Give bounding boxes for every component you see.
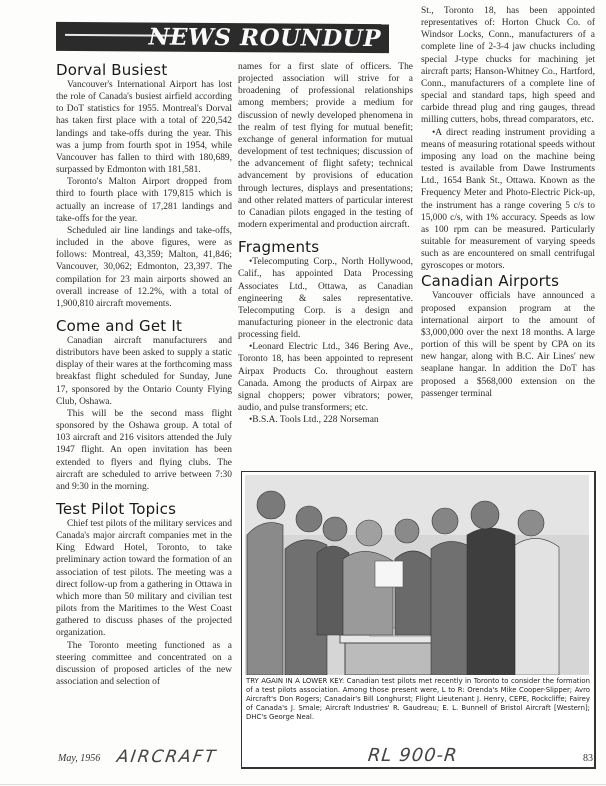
column-2 (238, 61, 413, 426)
page-number: 83 (583, 753, 593, 764)
article-paragraph: St., Toronto 18, has been appointed representatives of: Horton Chuck Co. of Windsor Locks, Conn., manufacturers of a complete line of 2-3-4 jaw chucks including special J-type chucks for machining jet aircraft parts; Hanson-Whitney Co., Hartford, Conn., manufacturers of a complete line of special and standard taps, high speed and carbide thread plug and ring gauges, thread milling cutters, hobs, thread comparators, etc. (421, 6, 595, 126)
article-heading-dorval: Dorval Busiest (56, 61, 168, 79)
photo-caption: TRY AGAIN IN A LOWER KEY: Canadian test pilots met recently in Toronto to consider the formation of a test pilots association. Among those present were, L to R: Orenda's Mike Cooper-Slipper; Avro Aircraft's Don Rogers; Canadair's Bill Longhurst; Flight Lieutenant J. Henry, CEPE, Rockcliffe; Fairey of Canada's J. Smale; Aircraft Industries' R. Gaudreau; E. L. Bunnell of Bristol Aircraft [Western]; DHC's George Neal. (246, 677, 590, 722)
page-edge (0, 784, 606, 785)
group-photo (245, 475, 589, 675)
group-photo-illustration (245, 475, 589, 675)
handwritten-magazine-name: AIRCRAFT (115, 747, 219, 767)
article-heading-canadian-airports: Canadian Airports (421, 272, 560, 291)
article-paragraph: •Telecomputing Corp., North Hollywood, Calif., has appointed Data Processing Associates Ltd., Ottawa, as Canadian engineering & sales representative. Telecomputing Corp. is a design and manufacturing pioneer in the electronic data processing field. (238, 257, 413, 341)
article-heading-test-pilot-topics: Test Pilot Topics (56, 500, 177, 518)
article-paragraph: Toronto's Malton Airport dropped from third to fourth place with 179,815 which is actually an increase of 17,281 landings and take-offs for the year. (56, 177, 232, 224)
article-paragraph: Vancouver officials have announced a proposed expansion program at the international airport to the amount of $3,000,000 over the next 18 months. A large portion of this will be spent by CPA on its new hangar, along with B.C. Air Lines' new seaplane hangar. In addition the DoT has proposed a $568,000 extension on the passenger terminal (421, 291, 595, 399)
article-paragraph: This will be the second mass flight sponsored by the Oshawa group. A total of 103 aircraft and 216 visitors attended the July 1947 flight. An open invitation has been extended to flyers and flying clubs. The aircraft are scheduled to arrive between 7:30 and 9:30 in the morning. (56, 408, 232, 492)
photo-box (241, 471, 596, 769)
article-paragraph: names for a first slate of officers. The projected association will strive for a broadening of professional relationships among members; provide a medium for discussion of newly developed phenomena in the realm of test flying for mutual benefit; exchange of general information for mutual development of test techniques; discussion of the advancement of flight safety; technical advancement by provisions of education through lectures, displays and presentations; and other related matters of particular interest to Canadian pilots engaged in the testing of modern experimental and production aircraft. (238, 62, 413, 231)
article-heading-fragments: Fragments (238, 238, 320, 257)
article-paragraph: Chief test pilots of the military services and Canada's major aircraft companies met in the King Edward Hotel, Toronto, to take preliminary action toward the formation of an association of test pilots. The meeting was a direct follow-up from a gathering in Ottawa in which more than 50 military and civilian test pilots from the Maritimes to the West Coast gathered to discuss phases of the projected organization. (56, 519, 232, 639)
article-paragraph: •B.S.A. Tools Ltd., 228 Norseman (249, 415, 379, 426)
article-paragraph: •A direct reading instrument providing a means of measuring rotational speeds without imposing any load on the machine being tested is available from Dawe Instruments Ltd., 1654 Bank St., Ottawa. Known as the Frequency Meter and Photo-Electric Pick-up, the instrument has a range covering 5 c/s to 15,000 c/s, with 1% accuracy. Speeds as low as 100 rpm can be measured. Particularly suitable for measurement of varying speeds such as are encountered on small centrifugal gyroscopes or motors. (421, 127, 595, 272)
article-paragraph: The Toronto meeting functioned as a steering committee and concentrated on a discussion of proposed articles of the new association and selection of (56, 640, 232, 688)
column-3 (421, 5, 595, 400)
article-paragraph: Canadian aircraft manufacturers and distributors have been asked to supply a static display of their wares at the forthcoming mass breakfast flight scheduled for Sunday, June 17, sponsored by the Ontario County Flying Club, Oshawa. (56, 335, 232, 407)
article-heading-come-and-get-it: Come and Get It (56, 316, 183, 335)
news-roundup-banner (56, 22, 389, 53)
page-title: NEWS ROUNDUP (148, 23, 381, 53)
handwritten-catalog-code: RL 900-R (366, 745, 459, 766)
column-1 (56, 61, 232, 688)
article-paragraph: Scheduled air line landings and take-offs, included in the above figures, were as follows: Montreal, 43,359; Malton, 41,846; Vancouver, 30,062; Edmonton, 23,397. The compilation for 23 main airports showed an overall increase of 12.2%, with a total of 1,900,810 aircraft movements. (56, 225, 232, 309)
article-paragraph: Vancouver's International Airport has lost the role of Canada's busiest airfield according to DoT statistics for 1955. Montreal's Dorval has taken first place with a total of 220,542 landings and take-offs during the year. This was a jump from fourth spot in 1954, while Vancouver has fallen to third with 180,689, surpassed by Edmonton with 181,581. (56, 80, 232, 176)
article-paragraph: •Leonard Electric Ltd., 346 Bering Ave., Toronto 18, has been appointed to represent Airpax Products Co. throughout eastern Canada. Among the products of Airpax are signal choppers; power vibrators; power, audio, and pulse transformers; etc. (238, 342, 413, 414)
footer-date: May, 1956 (58, 753, 101, 764)
